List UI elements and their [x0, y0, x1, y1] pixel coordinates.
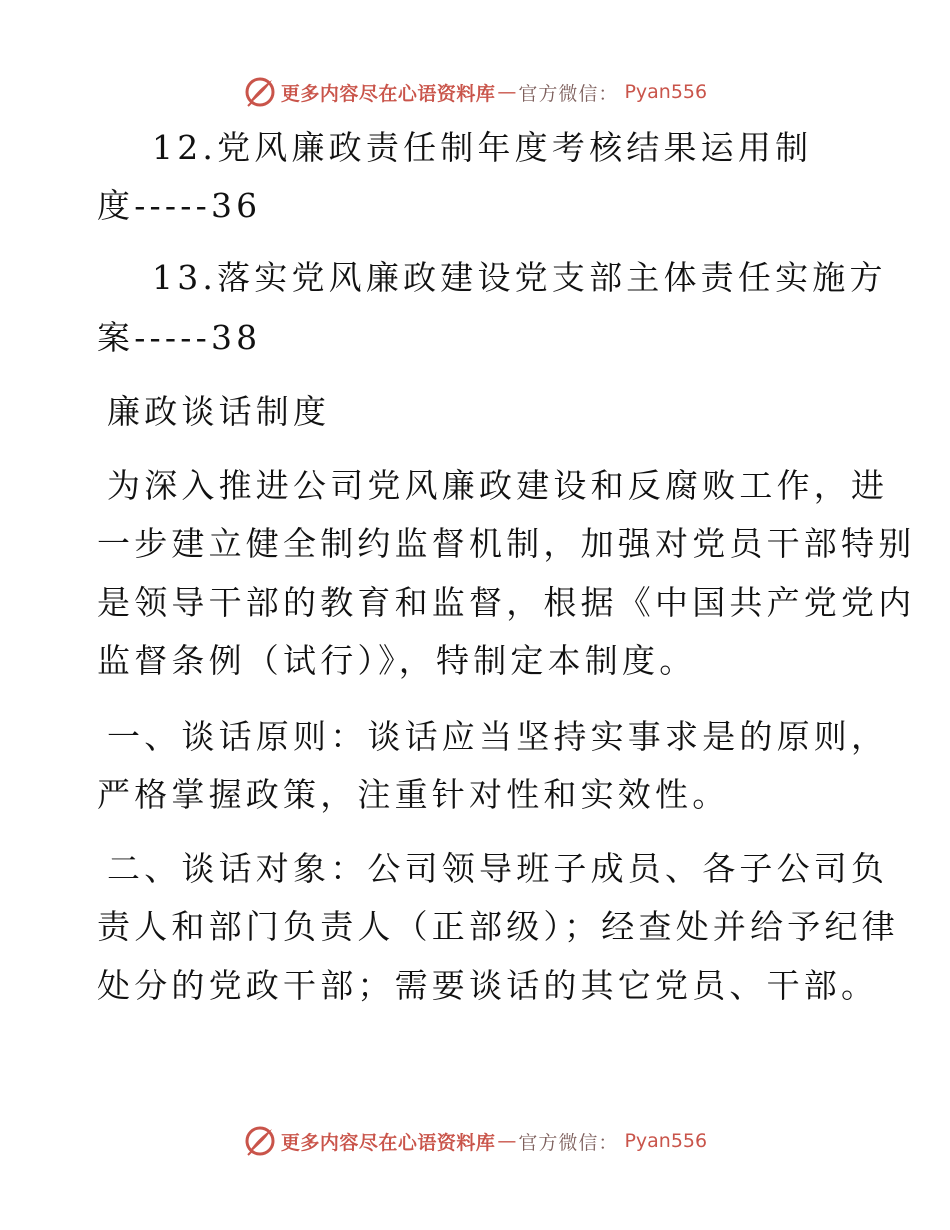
- toc-entry-12-line2: 度-----36: [97, 186, 262, 225]
- intro-line: 监督条例（试行）》，特制定本制度。: [97, 641, 697, 680]
- quill-logo-icon: [243, 75, 277, 109]
- watermark-separator: —: [497, 81, 517, 103]
- document-title: 廉政谈话制度: [107, 392, 331, 431]
- section2-line: 责人和部门负责人（正部级）；经查处并给予纪律: [97, 907, 899, 946]
- watermark-wechat-id: Pyan556: [624, 81, 708, 103]
- footer-watermark: [0, 1121, 950, 1161]
- watermark-wechat-id: Pyan556: [624, 1130, 708, 1152]
- section1-line: 严格掌握政策，注重针对性和实效性。: [97, 775, 730, 814]
- section2-line: 二、谈话对象：公司领导班子成员、各子公司负: [107, 849, 889, 888]
- watermark-brand-text: 更多内容尽在心语资料库: [280, 82, 496, 105]
- watermark-brand-text: 更多内容尽在心语资料库: [280, 1131, 496, 1154]
- watermark-wechat-label: 官方微信：: [518, 1131, 619, 1154]
- intro-line: 是领导干部的教育和监督，根据《中国共产党党内: [97, 583, 916, 622]
- section2-line: 处分的党政干部；需要谈话的其它党员、干部。: [97, 966, 879, 1005]
- intro-line: 为深入推进公司党风廉政建设和反腐败工作，进: [107, 466, 889, 505]
- watermark-separator: —: [497, 1130, 517, 1152]
- toc-entry-12-line1: 12.党风廉政责任制年度考核结果运用制: [152, 128, 813, 167]
- watermark-wechat-label: 官方微信：: [518, 82, 619, 105]
- intro-line: 一步建立健全制约监督机制，加强对党员干部特别: [97, 524, 916, 563]
- section1-line: 一、谈话原则：谈话应当坚持实事求是的原则，: [107, 717, 889, 756]
- quill-logo-icon: [243, 1124, 277, 1158]
- toc-entry-13-line1: 13.落实党风廉政建设党支部主体责任实施方: [152, 258, 887, 297]
- toc-entry-13-line2: 案-----38: [97, 318, 262, 357]
- header-watermark: [0, 72, 950, 112]
